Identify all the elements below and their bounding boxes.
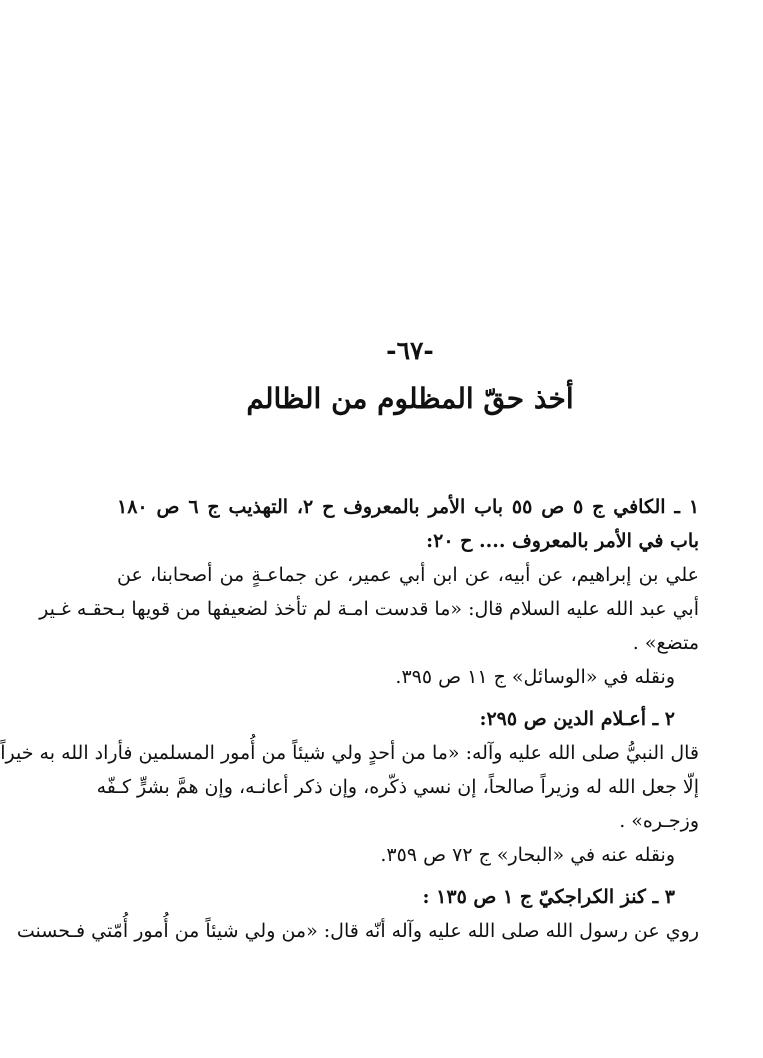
chapter-number: -٦٧- xyxy=(386,336,434,365)
body-text xyxy=(0,490,700,948)
chapter-title: أخذ حقّ المظلوم من الظالم xyxy=(246,382,574,415)
text-line: وزجـره» . xyxy=(619,810,699,832)
reference-line: ٢ ـ أعـلام الدين ص ٢٩٥: xyxy=(479,708,675,730)
text-line: إلّا جعل الله له وزيراً صالحاً، إن نسي ذكّره، وإن ذكر أعانـه، وإن همَّ بشرٍّ كـفّه xyxy=(96,776,699,798)
text-line: ونقله في «الوسائل» ج ١١ ص ٣٩٥. xyxy=(395,666,675,688)
reference-line: ١ ـ الكافي ج ٥ ص ٥٥ باب الأمر بالمعروف ح ٢، التهذيب ج ٦ ص ١٨٠ xyxy=(117,496,700,518)
text-line: علي بن إبراهيم، عن أبيه، عن ابن أبي عمير، عن جماعـةٍ من أصحابنا، عن xyxy=(117,564,699,586)
text-line: قال النبيُّ صلى الله عليه وآله: «ما من أحدٍ ولي شيئاً من أُمور المسلمين فأراد الله به خيراً xyxy=(0,742,699,764)
spacer xyxy=(117,694,699,702)
text-line: أبي عبد الله عليه السلام قال: «ما قدست امـة لم تأخذ لضعيفها من قويها بـحقـه غـير xyxy=(39,598,699,620)
text-line: ونقله عنه في «البحار» ج ٧٢ ص ٣٥٩. xyxy=(380,844,675,866)
text-line: متضع» . xyxy=(632,632,699,654)
spacer xyxy=(117,872,699,880)
reference-line: باب في الأمر بالمعروف .... ح ٢٠: xyxy=(426,530,699,552)
reference-line: ٣ ـ كنز الكراجكيّ ج ١ ص ١٣٥ : xyxy=(422,886,675,908)
text-line: روي عن رسول الله صلى الله عليه وآله أنّه قال: «من ولي شيئاً من أُمور أُمّتي فـحسنت xyxy=(16,920,699,942)
